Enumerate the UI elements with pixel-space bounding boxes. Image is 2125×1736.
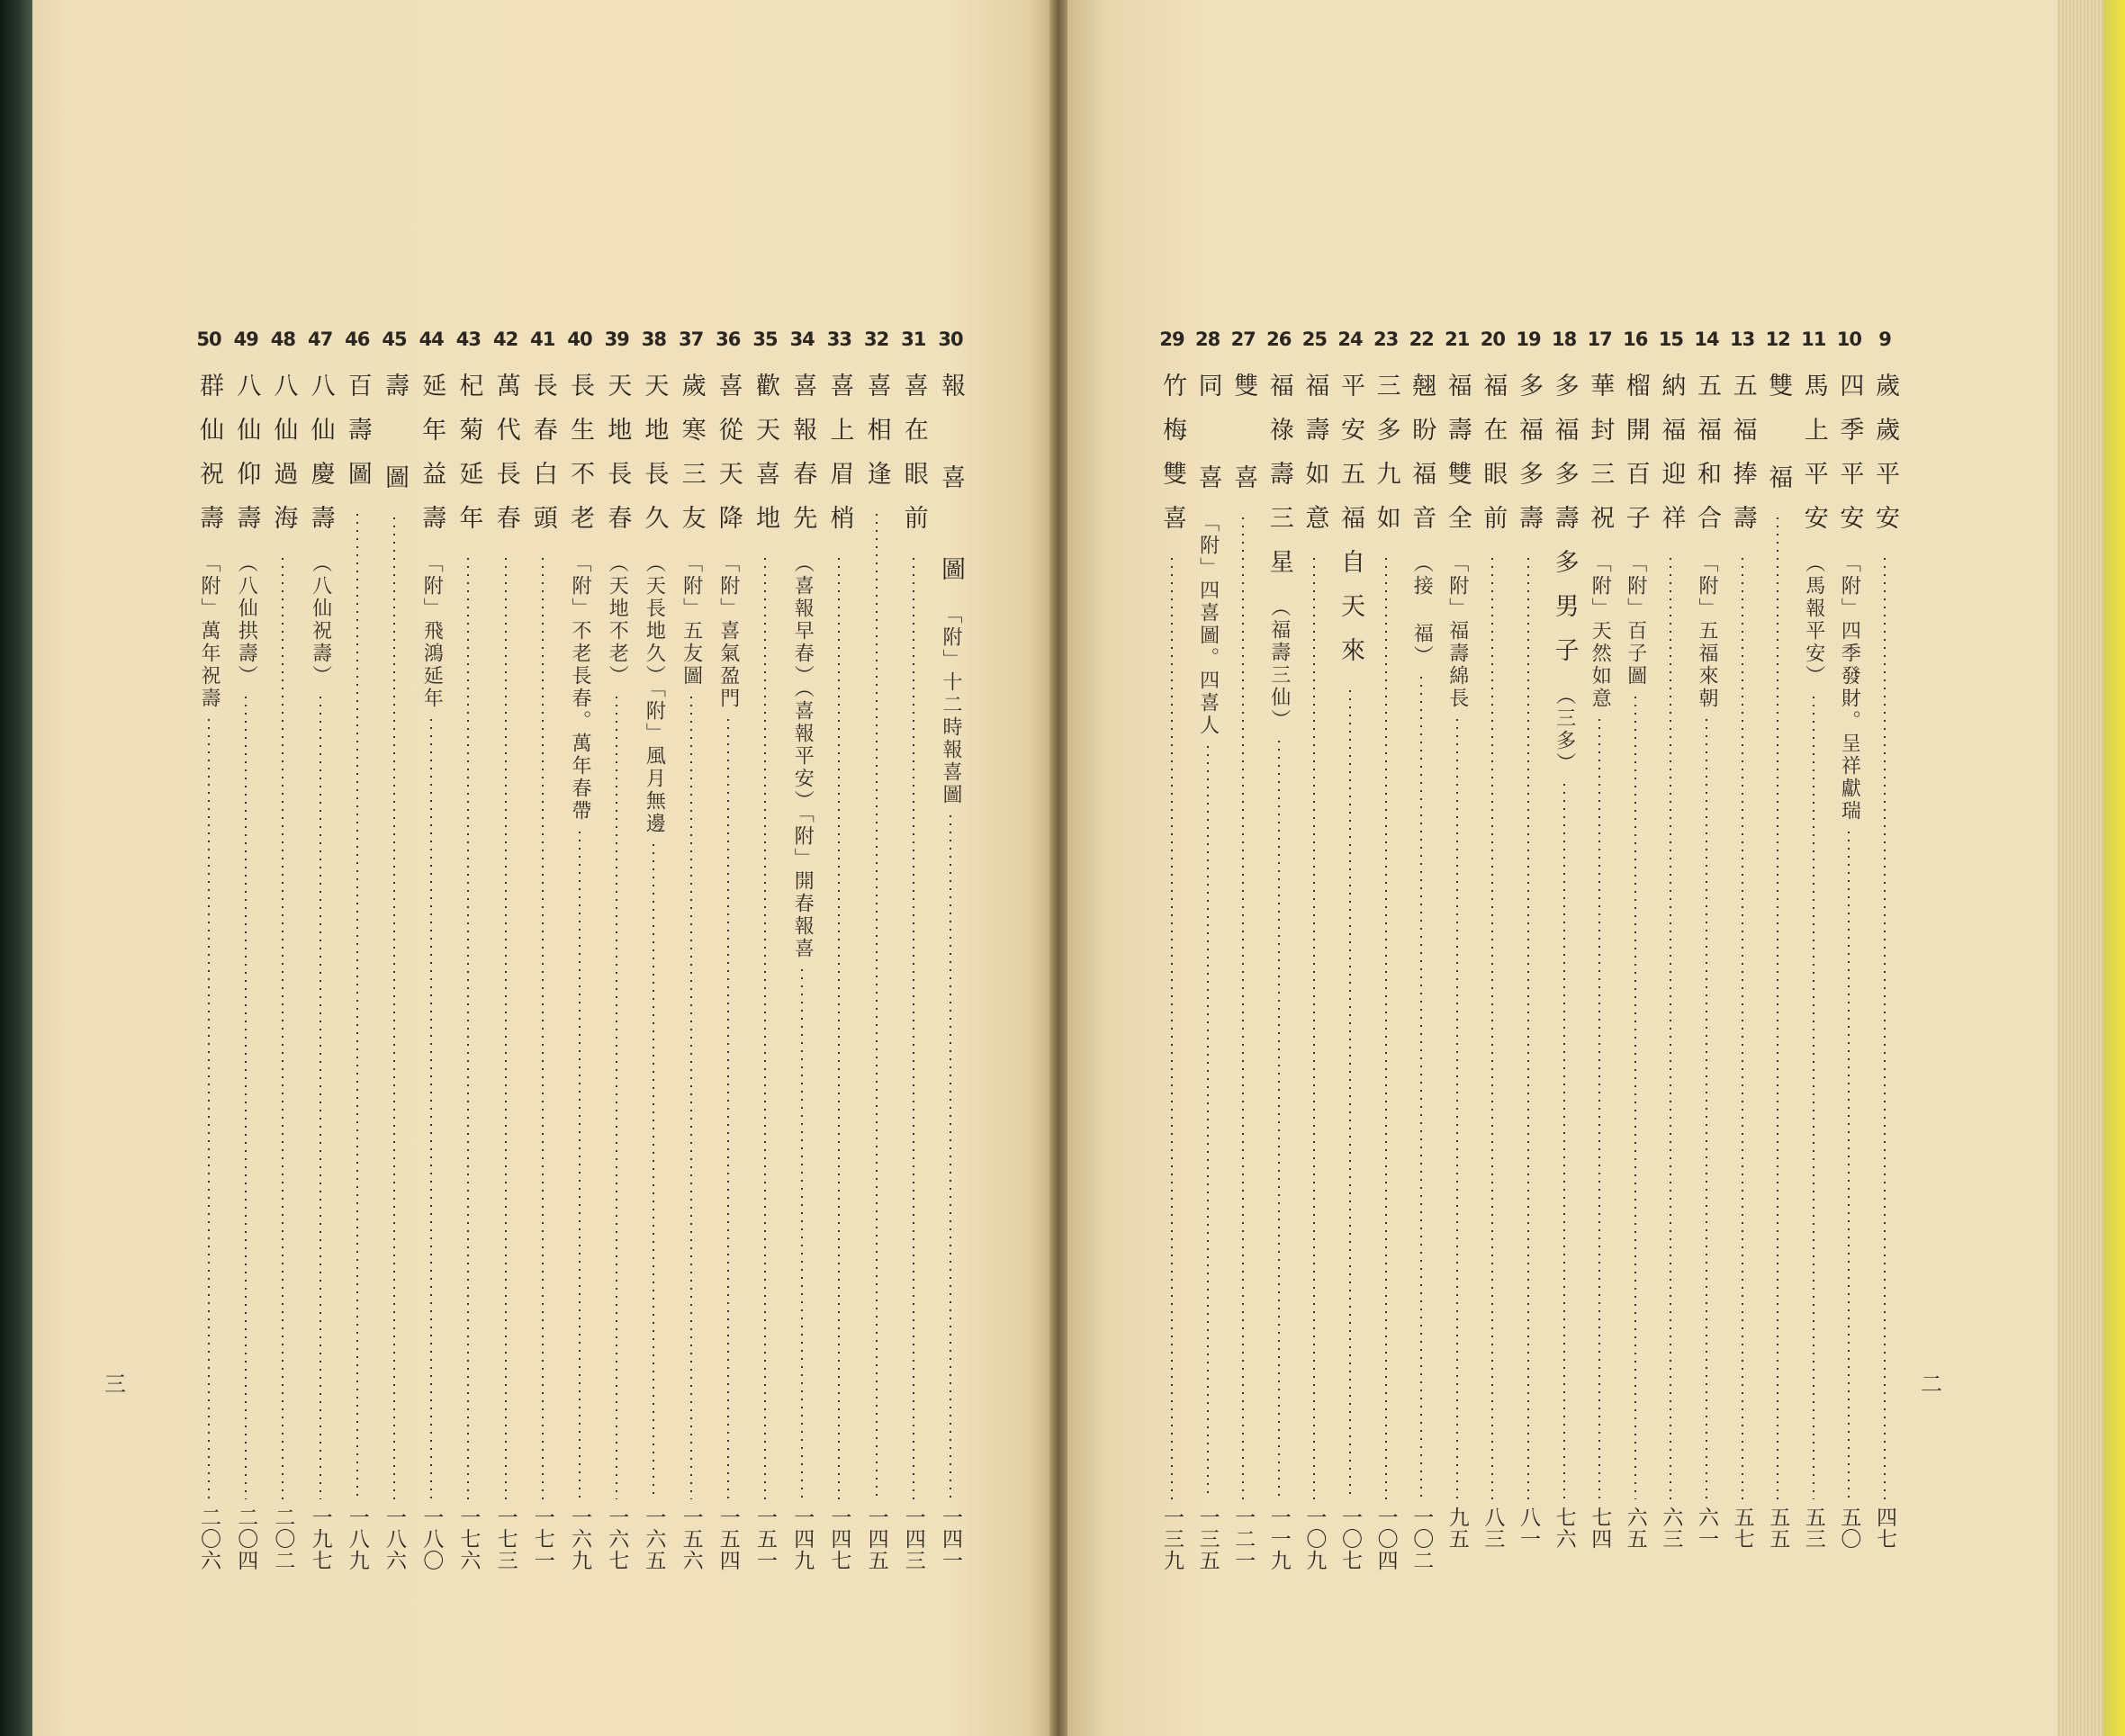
toc-entry (710, 324, 746, 1584)
toc-entry (1332, 324, 1368, 1584)
entry-title: 天地長久 (640, 373, 669, 549)
dot-leader (1742, 558, 1743, 1499)
entry-number: 30 (938, 328, 963, 350)
toc-entry (1261, 324, 1297, 1584)
toc-entry (450, 324, 486, 1584)
page-number: 一〇二 (1409, 1507, 1434, 1571)
entry-title: 華封三祝 (1586, 373, 1615, 549)
entry-subtitle: 「附」喜氣盈門 (716, 553, 740, 710)
dot-leader (282, 558, 284, 1499)
toc-entry (1831, 324, 1867, 1584)
entry-number: 14 (1694, 328, 1719, 350)
toc-entry (1439, 324, 1475, 1584)
entry-title: 福壽如意 (1301, 373, 1329, 549)
toc-entry (265, 324, 301, 1584)
toc-entry (1190, 324, 1226, 1584)
toc-entry (821, 324, 857, 1584)
entry-title: 福祿壽三星 (1265, 373, 1293, 593)
toc-entry (859, 324, 895, 1584)
entry-title: 喜報春先 (788, 373, 817, 549)
entry-title: 喜從天降 (714, 373, 743, 549)
entry-subtitle: 「附」天然如意 (1589, 553, 1612, 710)
dot-leader (1242, 517, 1244, 1499)
entry-title: 百壽圖 (343, 373, 372, 505)
entry-number: 28 (1194, 328, 1220, 350)
page-number: 五七 (1730, 1507, 1754, 1550)
entry-number: 45 (382, 328, 407, 350)
toc-entry (413, 324, 449, 1584)
entry-number: 37 (678, 328, 704, 350)
page-number: 二〇四 (234, 1507, 258, 1571)
dot-leader (1634, 697, 1636, 1499)
entry-number: 23 (1373, 328, 1399, 350)
dot-leader (1813, 697, 1814, 1499)
entry-title: 報 喜 圖 (937, 373, 965, 600)
page-number: 一六七 (605, 1507, 629, 1571)
dot-leader (1884, 558, 1886, 1499)
dot-leader (430, 719, 432, 1499)
entry-number: 40 (567, 328, 592, 350)
entry-number: 36 (716, 328, 741, 350)
entry-number: 22 (1409, 328, 1434, 350)
entry-number: 49 (233, 328, 258, 350)
dot-leader (1420, 677, 1422, 1499)
page-number: 八三 (1481, 1507, 1505, 1550)
toc-entry (191, 324, 227, 1584)
entry-title: 雙 喜 (1229, 373, 1258, 508)
entry-title: 杞菊延年 (455, 373, 483, 549)
entry-subtitle: 「附」萬年祝壽 (198, 553, 221, 710)
toc-entry (1617, 324, 1653, 1584)
entry-title: 天地長春 (603, 373, 632, 549)
toc-entry (673, 324, 709, 1584)
toc-entry (932, 324, 968, 1584)
toc-entry (1796, 324, 1832, 1584)
entry-subtitle: 「附」四季發財。呈祥獻瑞 (1838, 553, 1861, 823)
dot-leader (245, 697, 247, 1499)
dot-leader (913, 558, 914, 1499)
entry-title: 福在眼前 (1479, 373, 1508, 549)
right-page (1067, 0, 2057, 1736)
toc-entry (1225, 324, 1261, 1584)
toc-entry (1474, 324, 1510, 1584)
entry-number: 17 (1587, 328, 1612, 350)
entry-number: 26 (1266, 328, 1292, 350)
entry-title: 平安五福自天來 (1337, 373, 1364, 681)
entry-number: 27 (1230, 328, 1256, 350)
toc-entry (747, 324, 783, 1584)
dot-leader (876, 514, 878, 1499)
page-number: 一〇四 (1373, 1507, 1398, 1571)
entry-title: 福壽雙全 (1443, 373, 1472, 549)
page-number: 一〇七 (1338, 1507, 1362, 1571)
page-number: 五五 (1766, 1507, 1790, 1550)
entry-number: 16 (1623, 328, 1648, 350)
toc-entry (1368, 324, 1404, 1584)
entry-subtitle: 「附」百子圖 (1624, 553, 1647, 688)
dot-leader (1670, 558, 1671, 1499)
page-number: 四七 (1873, 1507, 1896, 1550)
page-number: 七四 (1588, 1507, 1612, 1550)
dot-leader (1456, 719, 1458, 1499)
toc-entry (228, 324, 264, 1584)
page-number: 六三 (1659, 1507, 1683, 1550)
page-number: 一四九 (790, 1507, 815, 1571)
entry-subtitle: 「附」十二時報喜圖 (940, 604, 962, 806)
dot-leader (505, 558, 507, 1499)
page-number: 一四五 (864, 1507, 888, 1571)
toc-entry (1296, 324, 1332, 1584)
entry-title: 多福多壽 (1515, 373, 1543, 549)
dot-leader (1706, 719, 1707, 1499)
entry-title: 延年益壽 (418, 373, 446, 549)
entry-title: 群仙祝壽 (195, 373, 223, 549)
page-number: 一八九 (345, 1507, 369, 1571)
entry-number: 41 (530, 328, 555, 350)
page-stack-edge (2057, 0, 2125, 1736)
entry-number: 11 (1801, 328, 1826, 350)
entry-title: 歡天喜地 (752, 373, 779, 549)
page-number: 一七六 (456, 1507, 481, 1571)
entry-title: 長生不老 (566, 373, 594, 549)
toc-entry (784, 324, 820, 1584)
entry-title: 納福迎祥 (1657, 373, 1686, 549)
entry-number: 12 (1765, 328, 1790, 350)
page-number: 一三九 (1160, 1507, 1184, 1571)
toc-entry (1510, 324, 1546, 1584)
entry-title: 萬代長春 (491, 373, 520, 549)
dot-leader (1563, 784, 1565, 1499)
page-number: 一五一 (753, 1507, 777, 1571)
entry-subtitle: （接 福） (1410, 553, 1434, 668)
page-number: 六五 (1623, 1507, 1647, 1550)
toc-entry (1652, 324, 1688, 1584)
dot-leader (950, 815, 951, 1499)
entry-number: 21 (1445, 328, 1470, 350)
toc-entry (562, 324, 598, 1584)
entry-number: 50 (196, 328, 221, 350)
page-number: 一一九 (1266, 1507, 1291, 1571)
toc-entry (896, 324, 932, 1584)
page-number: 五〇 (1837, 1507, 1861, 1550)
page-number: 一四七 (827, 1507, 851, 1571)
entry-subtitle: （八仙拱壽） (235, 553, 258, 688)
entry-number: 33 (826, 328, 851, 350)
dot-leader (764, 558, 766, 1499)
dot-leader (579, 832, 581, 1499)
entry-title: 八仙仰壽 (232, 373, 261, 549)
entry-number: 19 (1516, 328, 1541, 350)
dot-leader (653, 844, 654, 1499)
dot-leader (1777, 517, 1778, 1499)
page-folio: 二 (1921, 1372, 1942, 1397)
dot-leader (1278, 741, 1280, 1499)
page-number: 一七三 (493, 1507, 518, 1571)
page-number: 九五 (1445, 1507, 1469, 1550)
page-number: 七六 (1552, 1507, 1576, 1550)
entry-title: 喜在眼前 (899, 373, 928, 549)
page-number: 八一 (1517, 1507, 1540, 1550)
entry-number: 39 (604, 328, 629, 350)
entry-title: 喜相逢 (862, 373, 891, 505)
book-gutter (1049, 0, 1067, 1736)
entry-subtitle: 「附」不老長春。萬年春帶 (569, 553, 591, 823)
entry-number: 43 (455, 328, 481, 350)
entry-subtitle: （天地不老） (606, 553, 629, 688)
page-number: 一六五 (642, 1507, 666, 1571)
entry-subtitle: 「附」五福來朝 (1696, 553, 1718, 710)
entry-title: 壽 圖 (381, 373, 409, 508)
toc-entry (1154, 324, 1190, 1584)
page-number: 一九七 (308, 1507, 332, 1571)
toc-entry (599, 324, 635, 1584)
toc-entry (1403, 324, 1439, 1584)
dot-leader (1527, 558, 1529, 1499)
dot-leader (1349, 690, 1351, 1499)
dot-leader (1207, 746, 1209, 1499)
entry-title: 多福多壽多男子 (1550, 373, 1579, 681)
dot-leader (393, 517, 395, 1499)
entry-title: 雙 福 (1764, 373, 1793, 508)
page-number: 一二一 (1231, 1507, 1256, 1571)
entry-title: 長春白頭 (528, 373, 557, 549)
entry-number: 15 (1658, 328, 1683, 350)
dot-leader (320, 697, 321, 1499)
entry-number: 18 (1551, 328, 1577, 350)
entry-subtitle: （三多） (1553, 685, 1576, 775)
entry-number: 10 (1836, 328, 1861, 350)
entry-number: 32 (863, 328, 889, 350)
entry-number: 44 (419, 328, 444, 350)
dot-leader (1598, 719, 1600, 1499)
page-number: 一〇九 (1302, 1507, 1327, 1571)
toc-entry (1724, 324, 1760, 1584)
dot-leader (690, 697, 692, 1499)
dot-leader (1313, 558, 1315, 1499)
entry-title: 同 喜 (1193, 373, 1222, 508)
toc-entry (1760, 324, 1796, 1584)
dot-leader (356, 514, 358, 1499)
entry-title: 翹盼福音 (1408, 373, 1436, 549)
dot-leader (467, 558, 469, 1499)
page-number: 二〇六 (197, 1507, 221, 1571)
page-folio: 三 (104, 1372, 126, 1397)
entry-number: 13 (1729, 328, 1755, 350)
dot-leader (542, 558, 544, 1499)
entry-subtitle: （喜報早春）（喜報平安）「附」開春報喜 (791, 553, 815, 960)
entry-subtitle: 「附」福壽綿長 (1445, 553, 1469, 710)
dot-leader (1385, 558, 1387, 1499)
dot-leader (838, 558, 840, 1499)
entry-number: 38 (641, 328, 666, 350)
page-number: 一五四 (716, 1507, 740, 1571)
dot-leader (1848, 832, 1850, 1499)
entry-subtitle: 「附」五友圖 (680, 553, 703, 688)
entry-number: 48 (270, 328, 295, 350)
entry-title: 四季平安 (1835, 373, 1864, 549)
entry-title: 榴開百子 (1621, 373, 1650, 549)
dot-leader (208, 719, 210, 1499)
entry-number: 20 (1480, 328, 1505, 350)
left-page (32, 0, 1049, 1736)
page-number: 一四三 (901, 1507, 925, 1571)
page-number: 二〇二 (271, 1507, 295, 1571)
entry-title: 八仙過海 (269, 373, 298, 549)
entry-number: 31 (901, 328, 926, 350)
entry-number: 9 (1878, 328, 1891, 350)
entry-subtitle: （天長地久）「附」風月無邊 (643, 553, 666, 835)
entry-title: 五福和合 (1693, 373, 1721, 549)
page-number: 一八六 (383, 1507, 406, 1571)
entry-title: 五福捧壽 (1728, 373, 1757, 549)
entry-number: 35 (752, 328, 778, 350)
page-number: 五三 (1801, 1507, 1825, 1550)
toc-entry (525, 324, 561, 1584)
entry-number: 34 (789, 328, 815, 350)
dot-leader (616, 697, 617, 1499)
entry-title: 歲寒三友 (677, 373, 706, 549)
dot-leader (727, 719, 729, 1499)
toc-entry (488, 324, 524, 1584)
dot-leader (1171, 558, 1173, 1499)
entry-number: 24 (1337, 328, 1363, 350)
toc-entry (339, 324, 375, 1584)
entry-title: 三多九如 (1372, 373, 1400, 549)
dot-leader (801, 969, 803, 1499)
toc-entry (635, 324, 671, 1584)
entry-number: 29 (1159, 328, 1184, 350)
entry-subtitle: 「附」四喜圖。四喜人 (1196, 512, 1220, 737)
entry-number: 46 (345, 328, 370, 350)
entry-number: 47 (307, 328, 333, 350)
entry-subtitle: （福壽三仙） (1267, 597, 1291, 732)
book-cover-edge (0, 0, 32, 1736)
entry-title: 歲歲平安 (1871, 373, 1899, 549)
entry-title: 馬上平安 (1799, 373, 1828, 549)
page-number: 六一 (1695, 1507, 1718, 1550)
entry-title: 竹梅雙喜 (1158, 373, 1186, 549)
page-number: 一八〇 (419, 1507, 444, 1571)
toc-entry (376, 324, 412, 1584)
entry-title: 八仙慶壽 (306, 373, 335, 549)
entry-subtitle: （馬報平安） (1802, 553, 1825, 688)
toc-entry (302, 324, 338, 1584)
page-number: 一三五 (1195, 1507, 1220, 1571)
page-number: 一五六 (679, 1507, 703, 1571)
entry-subtitle: 「附」飛鴻延年 (420, 553, 444, 710)
entry-number: 42 (492, 328, 518, 350)
toc-entry (1581, 324, 1617, 1584)
page-number: 一四一 (939, 1507, 962, 1571)
page-number: 一七一 (530, 1507, 554, 1571)
toc-entry (1867, 324, 1903, 1584)
page-number: 一六九 (568, 1507, 591, 1571)
toc-entry (1546, 324, 1582, 1584)
entry-number: 25 (1301, 328, 1327, 350)
dot-leader (1491, 558, 1493, 1499)
entry-subtitle: （八仙祝壽） (309, 553, 332, 688)
entry-title: 喜上眉梢 (825, 373, 854, 549)
toc-entry (1688, 324, 1724, 1584)
